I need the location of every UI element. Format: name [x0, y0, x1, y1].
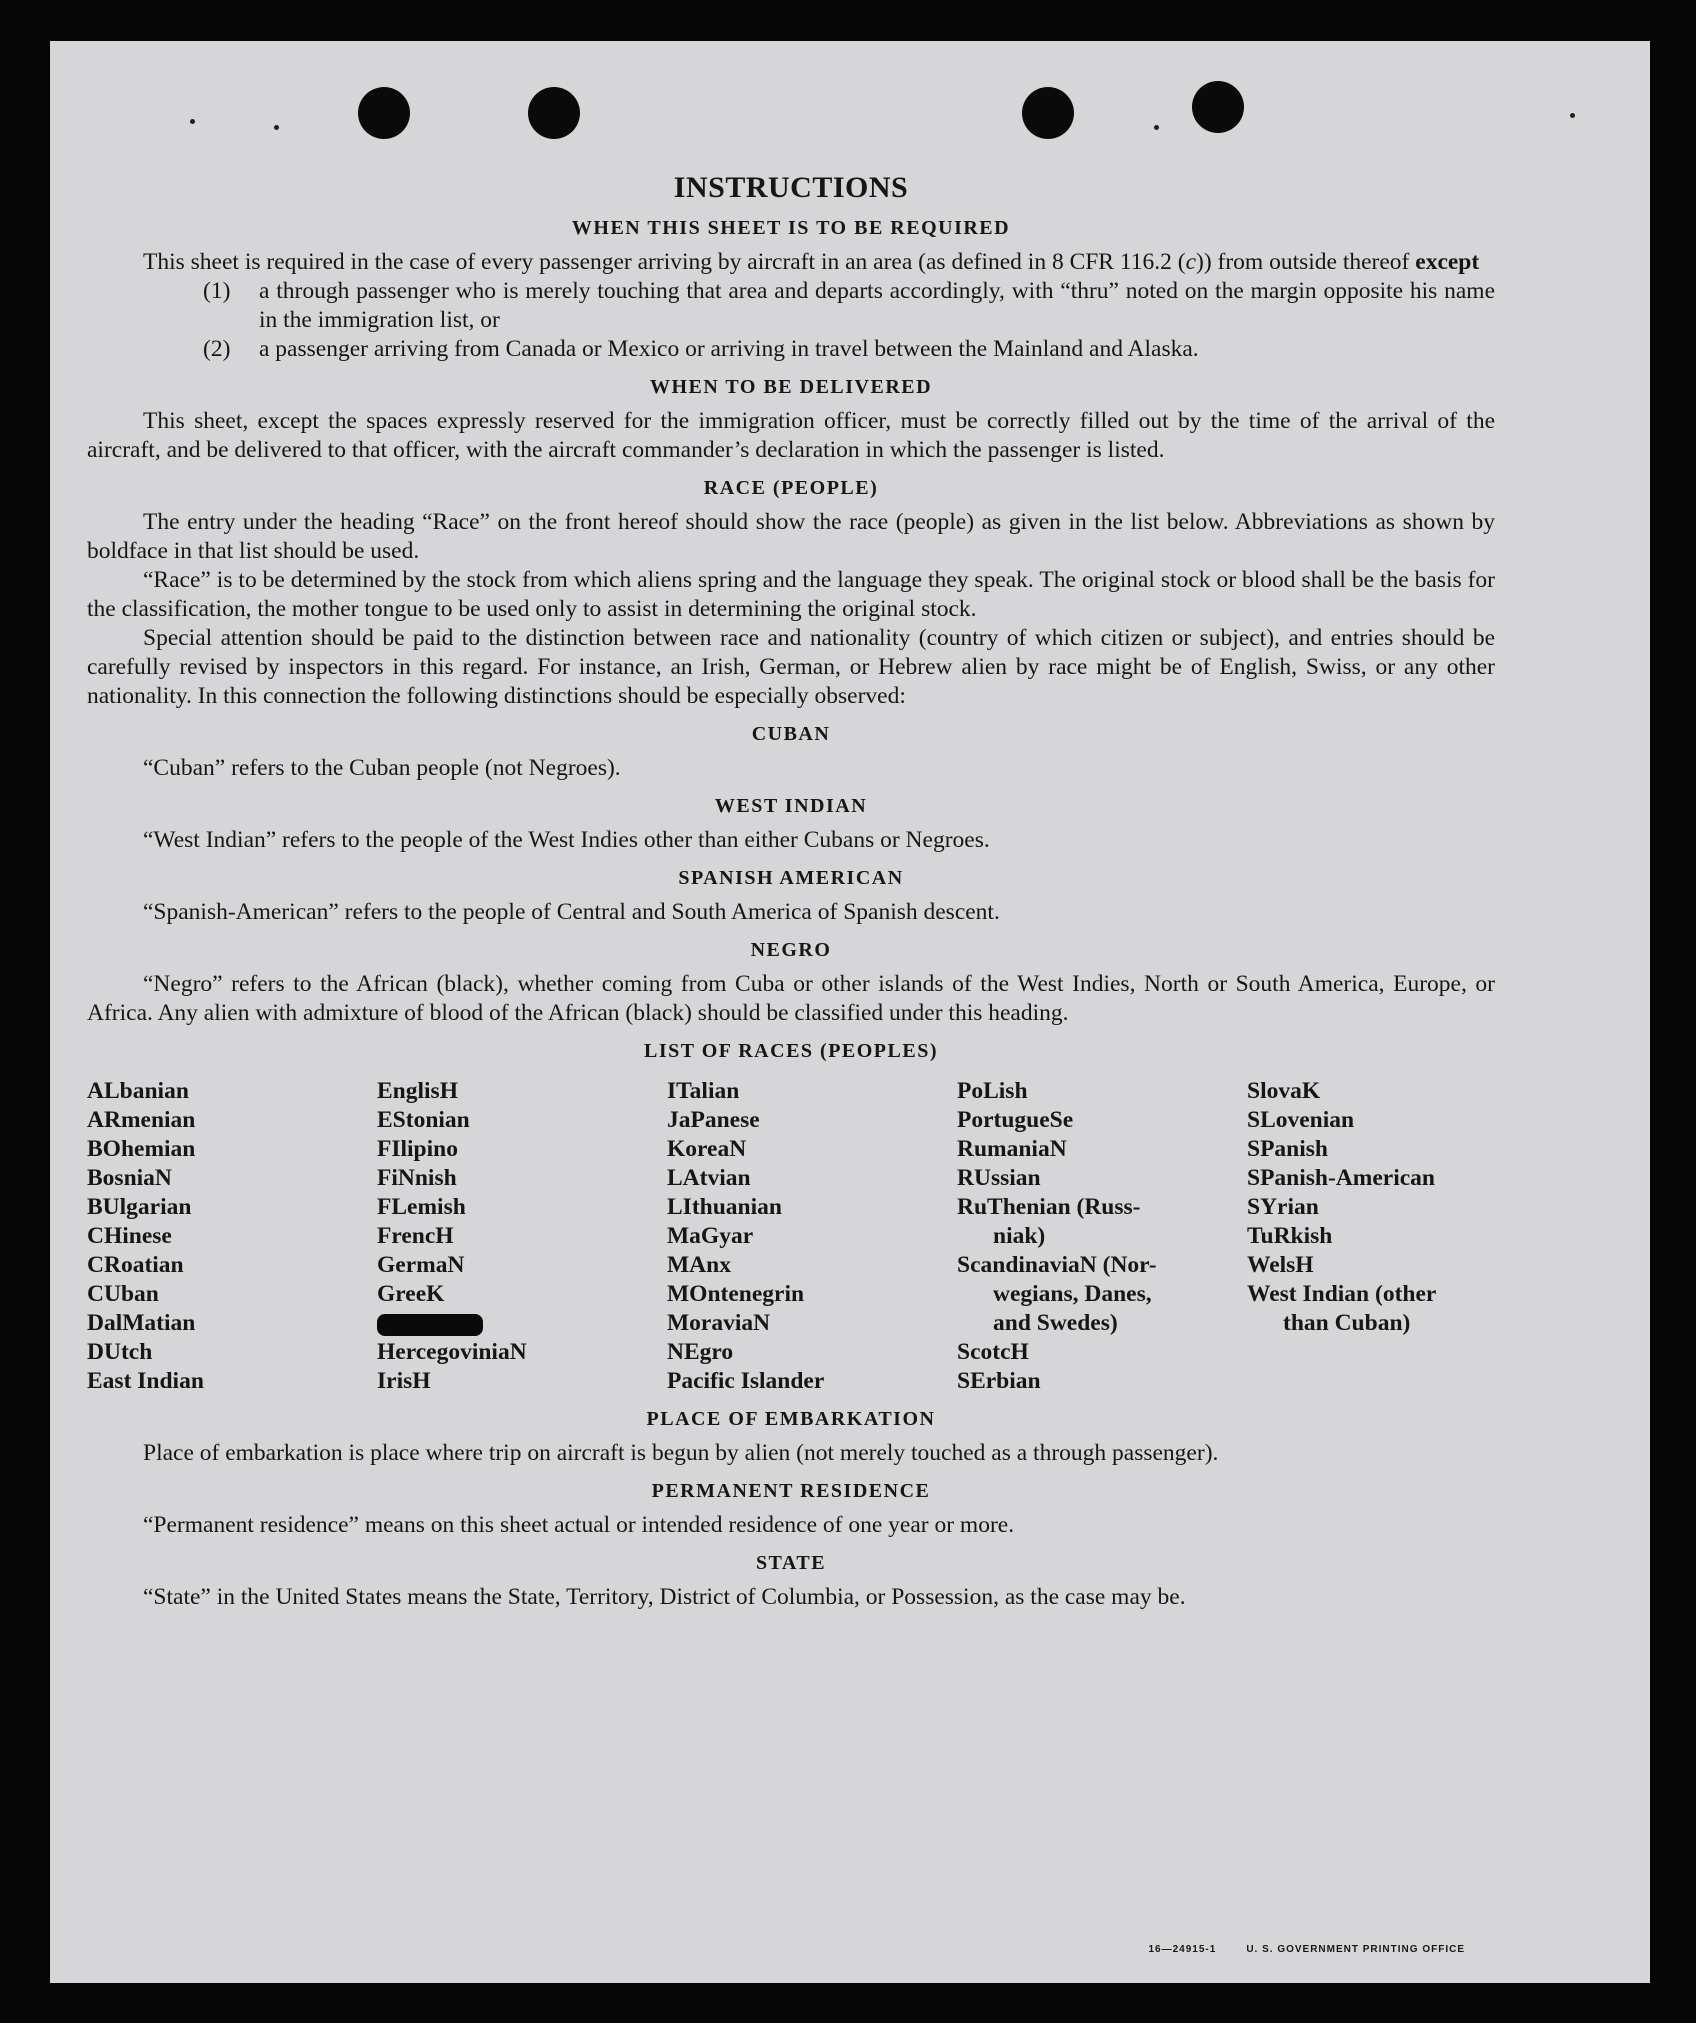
section-heading-spanish-american: SPANISH AMERICAN: [678, 867, 904, 889]
race-entry: RumaniaN: [957, 1136, 1067, 1162]
race-entry: PoLish: [957, 1078, 1028, 1104]
punch-hole: [1022, 87, 1074, 139]
redaction-mark: [377, 1314, 483, 1336]
clause-2: [203, 335, 1495, 364]
race-entry: niak): [993, 1223, 1046, 1249]
race-entry: DalMatian: [87, 1310, 196, 1336]
race-entry: than Cuban): [1283, 1310, 1411, 1336]
dust-speck: [274, 125, 279, 130]
section-heading-cuban: CUBAN: [751, 723, 831, 745]
page-title: INSTRUCTIONS: [673, 171, 909, 204]
dust-speck: [190, 119, 195, 124]
race-paragraph-1: The entry under the heading “Race” on the front hereof should show the race (people) as given in the list below. Abbreviations as shown by boldface in that list should be used.: [87, 509, 1495, 564]
punch-hole: [1192, 81, 1244, 133]
race-entry: FIlipino: [377, 1136, 458, 1162]
section-heading-when-required: WHEN THIS SHEET IS TO BE REQUIRED: [571, 217, 1011, 239]
race-entry: TuRkish: [1247, 1223, 1333, 1249]
race-entry: DUtch: [87, 1339, 153, 1365]
race-entry: and Swedes): [993, 1310, 1118, 1336]
race-entry: CHinese: [87, 1223, 172, 1249]
dust-speck: [1570, 113, 1575, 118]
race-empty-cell: [1247, 1338, 1495, 1367]
race-entry: LIthuanian: [667, 1194, 782, 1220]
race-paragraph-2: “Race” is to be determined by the stock from which aliens spring and the language they speak. The original stock or blood shall be the basis for the classification, the mother tongue to be used only to assist in determining the original stock.: [87, 567, 1495, 622]
section-heading-west-indian: WEST INDIAN: [714, 795, 868, 817]
race-entry: ALbanian: [87, 1078, 189, 1104]
race-entry: EStonian: [377, 1107, 470, 1133]
section-heading-negro: NEGRO: [750, 939, 832, 961]
races-list: [87, 1077, 1495, 1396]
race-entry: SLovenian: [1247, 1107, 1355, 1133]
race-entry: East Indian: [87, 1368, 204, 1394]
race-entry: CUban: [87, 1281, 159, 1307]
section-heading-state: STATE: [755, 1552, 827, 1574]
section-heading-embarkation: PLACE OF EMBARKATION: [646, 1408, 936, 1430]
residence-text: “Permanent residence” means on this sheet actual or intended residence of one year or more.: [143, 1512, 1015, 1538]
punch-hole: [528, 87, 580, 139]
race-entry: WelsH: [1247, 1252, 1314, 1278]
race-empty-cell: [1247, 1367, 1495, 1396]
west-indian-text: “West Indian” refers to the people of the West Indies other than either Cubans or Negroes.: [143, 827, 990, 853]
race-entry: LAtvian: [667, 1165, 751, 1191]
race-entry: BosniaN: [87, 1165, 172, 1191]
race-entry: EnglisH: [377, 1078, 458, 1104]
redacted-race-entry: [377, 1309, 667, 1338]
race-entry: RUssian: [957, 1165, 1041, 1191]
race-entry: JaPanese: [667, 1107, 760, 1133]
race-paragraph-3: Special attention should be paid to the distinction between race and nationality (country of which citizen or subject), and entries should be carefully revised by inspectors in this regard. For instance, an Irish, German, or Hebrew alien by race might be of English, Swiss, or any other nationality. In this connection the following distinctions should be especially observed:: [87, 625, 1495, 709]
race-entry: PortugueSe: [957, 1107, 1074, 1133]
race-entry: FLemish: [377, 1194, 466, 1220]
state-text: “State” in the United States means the State, Territory, District of Columbia, or Possession, as the case may be.: [143, 1584, 1186, 1610]
race-entry: ScotcH: [957, 1339, 1029, 1365]
race-entry: ARmenian: [87, 1107, 196, 1133]
race-entry: FrencH: [377, 1223, 454, 1249]
section-heading-list-of-races: LIST OF RACES (PEOPLES): [643, 1040, 938, 1062]
dust-speck: [1154, 125, 1159, 130]
document-sheet: [50, 41, 1650, 1983]
race-entry: GreeK: [377, 1281, 445, 1307]
race-entry: MAnx: [667, 1252, 731, 1278]
race-entry: MaGyar: [667, 1223, 754, 1249]
cuban-text: “Cuban” refers to the Cuban people (not Negroes).: [143, 755, 621, 781]
race-entry: MoraviaN: [667, 1310, 771, 1336]
race-entry: SPanish-American: [1247, 1165, 1435, 1191]
clause-text: a through passenger who is merely touching that area and departs accordingly, with “thru” noted on the margin opposite his name in the immigration list, or: [259, 278, 1495, 333]
race-entry: CRoatian: [87, 1252, 184, 1278]
race-entry: RuThenian (Russ-: [957, 1194, 1141, 1220]
race-entry: West Indian (other: [1247, 1281, 1437, 1307]
race-entry: BUlgarian: [87, 1194, 192, 1220]
when-required-text: This sheet is required in the case of every passenger arriving by aircraft in an area (as defined in 8 CFR 116.2 (c)) from outside thereof except: [143, 249, 1480, 275]
race-entry: SYrian: [1247, 1194, 1319, 1220]
embarkation-text: Place of embarkation is place where trip on aircraft is begun by alien (not merely touched as a through passenger).: [143, 1440, 1219, 1466]
negro-text: “Negro” refers to the African (black), whether coming from Cuba or other islands of the West Indies, North or South America, Europe, or Africa. Any alien with admixture of blood of the African (black) should be classified under this heading.: [87, 971, 1495, 1026]
race-entry: GermaN: [377, 1252, 465, 1278]
section-heading-race: RACE (PEOPLE): [703, 477, 879, 499]
printer-name: U. S. GOVERNMENT PRINTING OFFICE: [1246, 1944, 1465, 1955]
instructions-content: [87, 171, 1495, 1612]
race-entry: wegians, Danes,: [993, 1281, 1152, 1307]
race-entry: KoreaN: [667, 1136, 747, 1162]
clause-number: (1): [203, 278, 231, 304]
race-entry: IrisH: [377, 1368, 431, 1394]
section-heading-when-delivered: WHEN TO BE DELIVERED: [649, 376, 933, 398]
race-entry: BOhemian: [87, 1136, 196, 1162]
race-entry: NEgro: [667, 1339, 734, 1365]
race-entry: FiNnish: [377, 1165, 457, 1191]
when-delivered-text: This sheet, except the spaces expressly reserved for the immigration officer, must be correctly filled out by the time of the arrival of the aircraft, and be delivered to that officer, with the aircraft commander’s declaration in which the passenger is listed.: [87, 408, 1495, 463]
race-entry: SErbian: [957, 1368, 1041, 1394]
race-entry: HercegoviniaN: [377, 1339, 527, 1365]
race-entry: ScandinaviaN (Nor-: [957, 1252, 1157, 1278]
section-heading-residence: PERMANENT RESIDENCE: [651, 1480, 931, 1502]
race-entry: SPanish: [1247, 1136, 1328, 1162]
race-entry: SlovaK: [1247, 1078, 1321, 1104]
race-entry: ITalian: [667, 1078, 740, 1104]
form-code: 16—24915-1: [1148, 1944, 1217, 1955]
punch-hole: [358, 87, 410, 139]
race-entry: MOntenegrin: [667, 1281, 805, 1307]
spanish-american-text: “Spanish-American” refers to the people of Central and South America of Spanish descent.: [143, 899, 1000, 925]
printer-footer: [1148, 1944, 1465, 1955]
clause-text: a passenger arriving from Canada or Mexico or arriving in travel between the Mainland and Alaska.: [259, 336, 1199, 362]
race-entry: Pacific Islander: [667, 1368, 825, 1394]
clause-number: (2): [203, 336, 231, 362]
clause-1: [203, 277, 1495, 335]
